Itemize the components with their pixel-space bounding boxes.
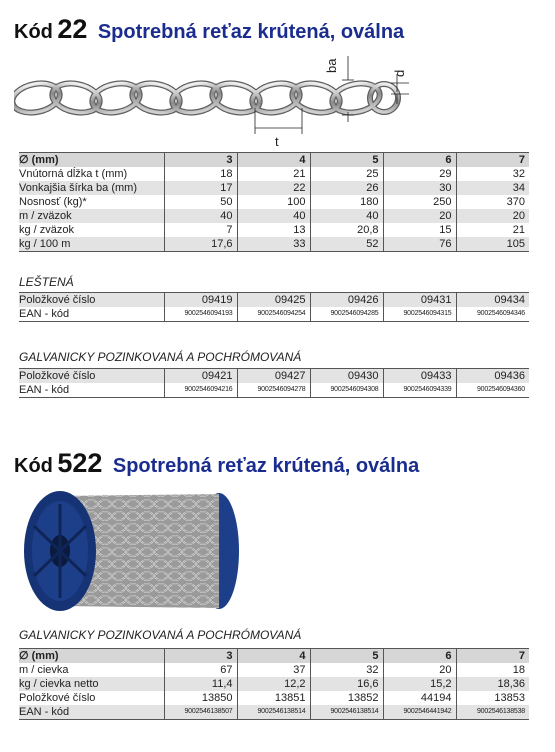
diameter-header: ∅ (mm) [19, 649, 164, 664]
cell: 40 [310, 209, 383, 223]
cell: 9002546094360 [456, 383, 529, 398]
kod22-spec-table [19, 152, 529, 252]
cell: 40 [164, 209, 237, 223]
chain-reel-image [14, 486, 246, 616]
cell: 9002546094315 [383, 307, 456, 322]
row-label: Vnútorná dĺžka t (mm) [19, 168, 128, 180]
table-row [19, 167, 529, 181]
cell: 9002546094285 [310, 307, 383, 322]
cell: 17 [164, 181, 237, 195]
cell: 09433 [383, 369, 456, 384]
cell: 7 [164, 223, 237, 237]
table-row [19, 237, 529, 252]
header-cell: 7 [456, 649, 529, 664]
cell: 18 [456, 663, 529, 677]
cell: 09426 [310, 293, 383, 308]
cell: 09434 [456, 293, 529, 308]
lestena-table [19, 292, 529, 322]
cell: 09419 [164, 293, 237, 308]
table-row [19, 209, 529, 223]
cell: 22 [237, 181, 310, 195]
cell: 18,36 [456, 677, 529, 691]
cell: 33 [237, 237, 310, 252]
cell: 12,2 [237, 677, 310, 691]
header-cell: 6 [383, 649, 456, 664]
cell: 18 [164, 167, 237, 181]
cell: 67 [164, 663, 237, 677]
kod-description: Spotrebná reťaz krútená, oválna [112, 455, 420, 477]
header-cell: 6 [383, 153, 456, 168]
table-row [19, 677, 529, 691]
row-label: Položkové číslo [19, 293, 164, 308]
table-row [19, 369, 529, 384]
kod522-galv-title: GALVANICKY POZINKOVANÁ A POCHRÓMOVANÁ [19, 628, 302, 642]
cell: 20 [456, 209, 529, 223]
cell: 09421 [164, 369, 237, 384]
table-row [19, 307, 529, 322]
cell: 13853 [456, 691, 529, 705]
row-label: kg / cievka netto [19, 677, 164, 691]
cell: 52 [310, 237, 383, 252]
galv-title: GALVANICKY POZINKOVANÁ A POCHRÓMOVANÁ [19, 350, 302, 364]
cell: 9002546094254 [237, 307, 310, 322]
row-label: Nosnosť (kg)* [19, 196, 87, 208]
lestena-title: LEŠTENÁ [19, 275, 74, 289]
cell: 32 [456, 167, 529, 181]
table-row [19, 705, 529, 720]
cell: 09436 [456, 369, 529, 384]
cell: 100 [237, 195, 310, 209]
cell: 09425 [237, 293, 310, 308]
cell: 26 [310, 181, 383, 195]
cell: 9002546094346 [456, 307, 529, 322]
table-row [19, 663, 529, 677]
cell: 29 [383, 167, 456, 181]
cell: 9002546138514 [237, 705, 310, 720]
cell: 9002546094339 [383, 383, 456, 398]
cell: 09427 [237, 369, 310, 384]
header-cell: 5 [310, 649, 383, 664]
cell: 9002546094193 [164, 307, 237, 322]
cell: 21 [456, 223, 529, 237]
cell: 34 [456, 181, 529, 195]
table-header-row [19, 649, 529, 664]
cell: 17,6 [164, 237, 237, 252]
header-cell: 7 [456, 153, 529, 168]
cell: 370 [456, 195, 529, 209]
cell: 9002546138538 [456, 705, 529, 720]
table-row [19, 293, 529, 308]
cell: 9002546094308 [310, 383, 383, 398]
row-label: m / cievka [19, 664, 69, 676]
kod-label: Kód [14, 455, 53, 477]
cell: 9002546138507 [164, 705, 237, 720]
cell: 13850 [164, 691, 237, 705]
row-label: kg / zväzok [19, 224, 75, 236]
cell: 250 [383, 195, 456, 209]
row-label: EAN - kód [19, 705, 164, 720]
cell: 13852 [310, 691, 383, 705]
cell: 9002546138514 [310, 705, 383, 720]
cell: 50 [164, 195, 237, 209]
row-label: Položkové číslo [19, 692, 96, 704]
row-label: kg / 100 m [19, 237, 164, 252]
row-label: Vonkajšia šírka ba (mm) [19, 181, 164, 195]
kod22-title [14, 14, 404, 45]
cell: 20 [383, 663, 456, 677]
header-cell: 3 [164, 649, 237, 664]
cell: 09431 [383, 293, 456, 308]
row-label: EAN - kód [19, 307, 164, 322]
dim-ba-label: ba [324, 58, 339, 73]
cell: 32 [310, 663, 383, 677]
cell: 13851 [237, 691, 310, 705]
cell: 40 [237, 209, 310, 223]
table-header-row [19, 153, 529, 168]
row-label: EAN - kód [19, 383, 164, 398]
cell: 15,2 [383, 677, 456, 691]
row-label: m / zväzok [19, 209, 164, 223]
header-cell: 4 [237, 649, 310, 664]
cell: 21 [237, 167, 310, 181]
kod-number: 22 [57, 14, 88, 44]
cell: 16,6 [310, 677, 383, 691]
chain-diagram [14, 52, 414, 152]
kod-number: 522 [57, 448, 103, 478]
table-row [19, 691, 529, 705]
cell: 9002546094278 [237, 383, 310, 398]
header-cell: 3 [164, 153, 237, 168]
cell: 09430 [310, 369, 383, 384]
cell: 15 [383, 223, 456, 237]
cell: 44194 [383, 691, 456, 705]
diameter-header: ∅ (mm) [19, 153, 164, 168]
cell: 9002546094216 [164, 383, 237, 398]
dim-t-label: t [275, 134, 279, 149]
dim-d-label: d [392, 69, 407, 77]
cell: 20 [383, 209, 456, 223]
cell: 13 [237, 223, 310, 237]
cell: 37 [237, 663, 310, 677]
row-label: Položkové číslo [19, 369, 164, 384]
cell: 180 [310, 195, 383, 209]
table-row [19, 181, 529, 195]
kod-description: Spotrebná reťaz krútená, oválna [97, 21, 405, 43]
table-row [19, 383, 529, 398]
table-row [19, 195, 529, 209]
kod522-title [14, 448, 419, 479]
table-row [19, 223, 529, 237]
cell: 30 [383, 181, 456, 195]
kod522-table [19, 648, 529, 720]
cell: 76 [383, 237, 456, 252]
kod-label: Kód [14, 21, 53, 43]
cell: 11,4 [164, 677, 237, 691]
cell: 20,8 [310, 223, 383, 237]
galv-table [19, 368, 529, 398]
header-cell: 4 [237, 153, 310, 168]
cell: 25 [310, 167, 383, 181]
header-cell: 5 [310, 153, 383, 168]
cell: 105 [456, 237, 529, 252]
cell: 9002546441942 [383, 705, 456, 720]
